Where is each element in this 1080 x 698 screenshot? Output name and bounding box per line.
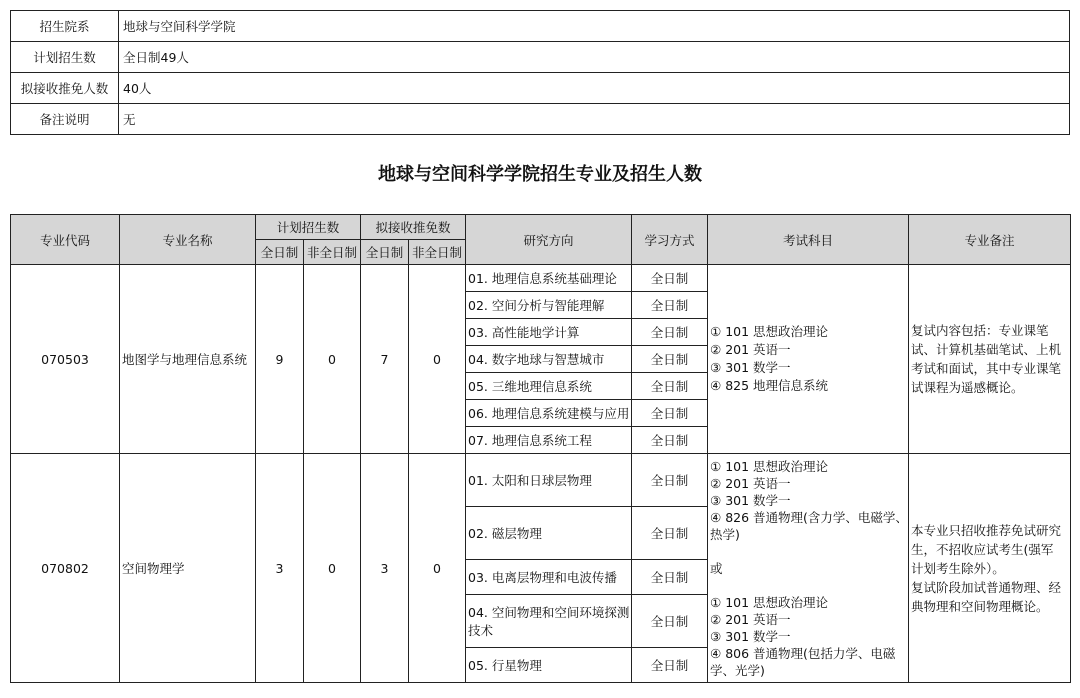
header-name: 专业名称: [120, 215, 256, 265]
exam-subjects: [708, 454, 909, 683]
subject-line: [710, 577, 908, 594]
tm-pt: 0: [409, 265, 466, 454]
info-value: 地球与空间科学学院: [119, 11, 1070, 42]
majors-table: [10, 214, 1071, 683]
study-mode: 全日制: [632, 648, 708, 683]
study-mode: 全日制: [632, 427, 708, 454]
subject-line: ① 101 思想政治理论: [710, 324, 829, 339]
direction: 05. 三维地理信息系统: [466, 373, 632, 400]
direction: 04. 数字地球与智慧城市: [466, 346, 632, 373]
major-note: [909, 454, 1071, 683]
major-code: 070802: [11, 454, 120, 683]
header-plan-pt: 非全日制: [304, 240, 361, 265]
header-subjects: 考试科目: [708, 215, 909, 265]
subject-line: 或: [710, 560, 723, 576]
info-row: [11, 11, 1070, 42]
direction: 03. 电离层物理和电波传播: [466, 560, 632, 595]
page-title: 地球与空间科学学院招生专业及招生人数: [378, 164, 702, 185]
exam-subjects: [708, 265, 909, 454]
study-mode: 全日制: [632, 373, 708, 400]
plan-ft: 9: [256, 265, 304, 454]
plan-pt: 0: [304, 454, 361, 683]
subject-line: ② 201 英语一: [710, 342, 791, 357]
note-line: 本专业只招收推荐免试研究生，不招收应试考生(强军计划考生除外）。: [911, 522, 1062, 576]
plan-ft: 3: [256, 454, 304, 683]
direction: 06. 地理信息系统建模与应用: [466, 400, 632, 427]
info-key: 招生院系: [11, 11, 119, 42]
study-mode: 全日制: [632, 507, 708, 560]
study-mode: 全日制: [632, 560, 708, 595]
header-tm-ft: 全日制: [361, 240, 409, 265]
direction: 01. 地理信息系统基础理论: [466, 265, 632, 292]
study-mode: 全日制: [632, 292, 708, 319]
subject-line: ④ 806 普通物理(包括力学、电磁学、光学): [710, 645, 896, 678]
study-mode: 全日制: [632, 400, 708, 427]
subject-line: ③ 301 数学一: [710, 360, 791, 375]
major-code: 070503: [11, 265, 120, 454]
header-tm-pt: 非全日制: [409, 240, 466, 265]
direction: 04. 空间物理和空间环境探测技术: [466, 595, 632, 648]
info-key: 计划招生数: [11, 42, 119, 73]
header-plan: 计划招生数: [256, 215, 361, 240]
study-mode: 全日制: [632, 265, 708, 292]
header-direction: 研究方向: [466, 215, 632, 265]
direction: 07. 地理信息系统工程: [466, 427, 632, 454]
subject-line: ② 201 英语一: [710, 475, 791, 491]
info-row: [11, 73, 1070, 104]
major-note: 复试内容包括：专业课笔试、计算机基础笔试、上机考试和面试，其中专业课笔试课程为遥感概论。: [909, 265, 1071, 454]
header-row: [11, 215, 1071, 240]
major-name: 空间物理学: [120, 454, 256, 683]
direction: 05. 行星物理: [466, 648, 632, 683]
study-mode: 全日制: [632, 346, 708, 373]
subject-line: ① 101 思想政治理论: [710, 458, 829, 474]
plan-pt: 0: [304, 265, 361, 454]
subject-line: ③ 301 数学一: [710, 492, 791, 508]
subject-line: ④ 825 地理信息系统: [710, 378, 829, 393]
info-value: 40人: [119, 73, 1070, 104]
header-mode: 学习方式: [632, 215, 708, 265]
header-code: 专业代码: [11, 215, 120, 265]
note-line: 复试阶段加试普通物理、经典物理和空间物理概论。: [911, 579, 1062, 614]
info-value: 无: [119, 104, 1070, 135]
info-row: [11, 42, 1070, 73]
header-tuimian: 拟接收推免数: [361, 215, 466, 240]
info-key: 拟接收推免人数: [11, 73, 119, 104]
table-row: [11, 454, 1071, 507]
subject-line: ③ 301 数学一: [710, 628, 791, 644]
tm-ft: 7: [361, 265, 409, 454]
tm-ft: 3: [361, 454, 409, 683]
info-row: [11, 104, 1070, 135]
study-mode: 全日制: [632, 319, 708, 346]
header-plan-ft: 全日制: [256, 240, 304, 265]
direction: 02. 磁层物理: [466, 507, 632, 560]
subject-line: [710, 543, 908, 560]
tm-pt: 0: [409, 454, 466, 683]
info-table: [10, 10, 1070, 135]
study-mode: 全日制: [632, 454, 708, 507]
subject-line: ② 201 英语一: [710, 611, 791, 627]
subject-line: ④ 826 普通物理(含力学、电磁学、热学): [710, 509, 908, 542]
major-name: 地图学与地理信息系统: [120, 265, 256, 454]
header-note: 专业备注: [909, 215, 1071, 265]
info-key: 备注说明: [11, 104, 119, 135]
study-mode: 全日制: [632, 595, 708, 648]
direction: 01. 太阳和日球层物理: [466, 454, 632, 507]
direction: 02. 空间分析与智能理解: [466, 292, 632, 319]
info-value: 全日制49人: [119, 42, 1070, 73]
subject-line: ① 101 思想政治理论: [710, 594, 829, 610]
table-row: [11, 265, 1071, 292]
direction: 03. 高性能地学计算: [466, 319, 632, 346]
